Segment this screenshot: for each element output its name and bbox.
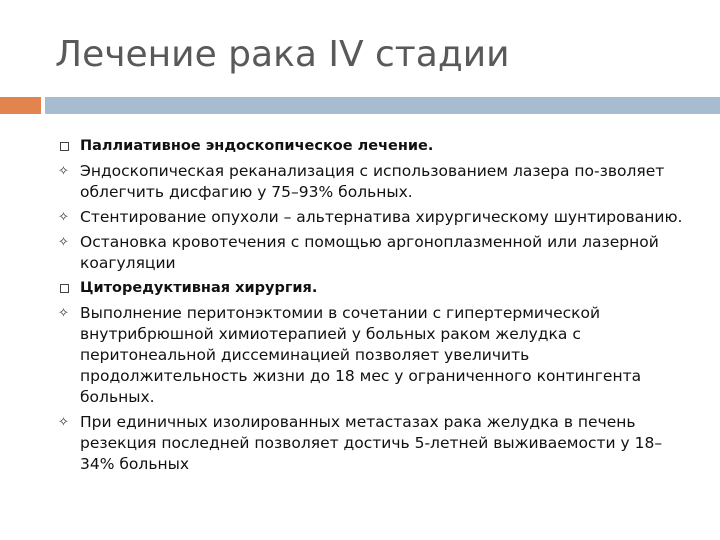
four-point-star-icon: ✧ xyxy=(58,164,69,179)
list-item xyxy=(58,303,688,408)
square-icon xyxy=(58,278,76,299)
title-underline-bar xyxy=(45,97,720,114)
four-point-star-icon: ✧ xyxy=(58,210,69,225)
list-item xyxy=(58,207,688,228)
list-item-text: Паллиативное эндоскопическое лечение. xyxy=(80,138,434,154)
list-item-text: При единичных изолированных метастазах рака желудка в печень резекция последней позволяет достичь 5-летней выживаемости у 18–34% больных xyxy=(80,413,663,473)
four-point-star-icon: ✧ xyxy=(58,306,69,321)
list-item-text: Остановка кровотечения с помощью аргоноплазменной или лазерной коагуляции xyxy=(80,233,659,272)
list-item xyxy=(58,232,688,274)
list-item-text: Выполнение перитонэктомии в сочетании с гипертермической внутрибрюшной химиотерапией у больных раком желудка с перитонеальной диссеминацией позволяет увеличить продолжительность жизни до 18 мес у ограниченного контингента больных. xyxy=(80,304,642,406)
list-item-palliative-heading xyxy=(58,136,688,157)
list-item-text: Стентирование опухоли – альтернатива хирургическому шунтированию. xyxy=(80,208,683,226)
list-item-cytoreductive-heading xyxy=(58,278,688,299)
list-item xyxy=(58,412,688,475)
four-point-star-icon: ✧ xyxy=(58,415,69,430)
four-point-star-icon: ✧ xyxy=(58,235,69,250)
square-icon xyxy=(58,136,76,157)
list-item xyxy=(58,161,688,203)
bullet-list xyxy=(58,136,688,479)
slide-title: Лечение рака IV стадии xyxy=(55,34,510,75)
list-item-text: Циторедуктивная хирургия. xyxy=(80,280,318,296)
accent-bar xyxy=(0,97,41,114)
list-item-text: Эндоскопическая реканализация с использованием лазера по-зволяет облегчить дисфагию у 75–93% больных. xyxy=(80,162,665,201)
